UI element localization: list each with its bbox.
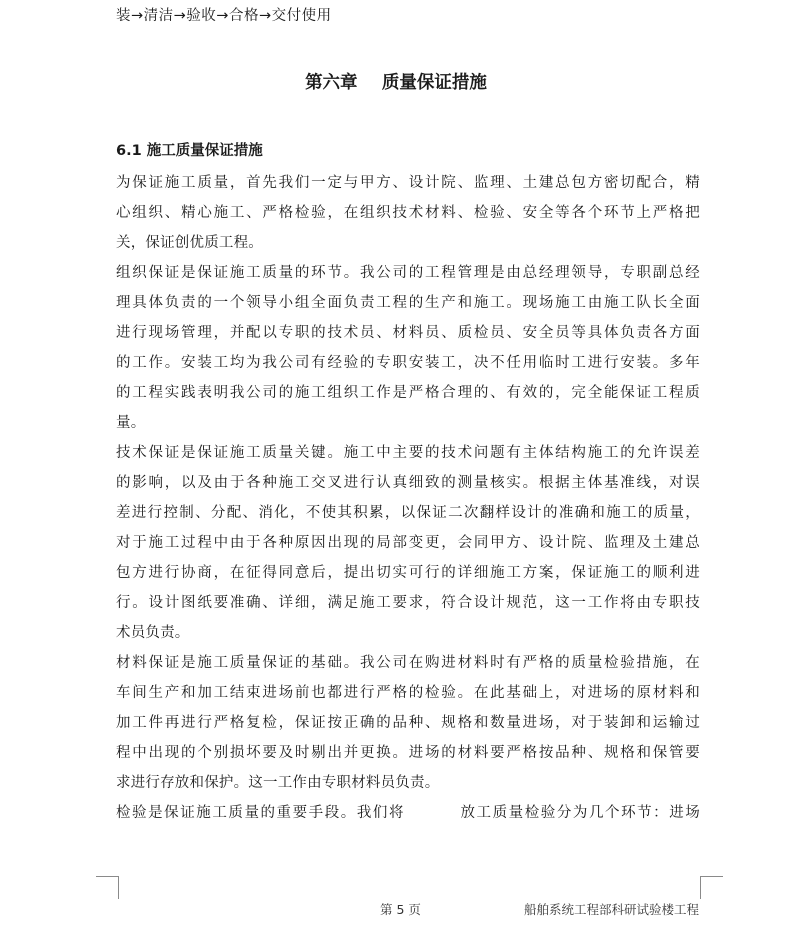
- text-line: 理具体负责的一个领导小组全面负责工程的生产和施工。现场施工由施工队长全面: [116, 295, 700, 311]
- text-line: 车间生产和加工结束进场前也都进行严格的检验。在此基础上，对进场的原材料和: [116, 685, 700, 701]
- text-line: 量。: [116, 415, 146, 431]
- text-line: 关，保证创优质工程。: [116, 235, 263, 251]
- text-line: 的工程实践表明我公司的施工组织工作是严格合理的、有效的，完全能保证工程质: [116, 385, 700, 401]
- header-continuation-text: 装→清洁→验收→合格→交付使用: [116, 8, 332, 24]
- paragraph-inspection: [116, 798, 700, 828]
- text-line: 技术保证是保证施工质量关键。施工中主要的技术问题有主体结构施工的允许误差: [116, 445, 700, 461]
- text-line: 对于施工过程中由于各种原因出现的局部变更，会同甲方、设计院、监理及土建总: [116, 535, 700, 551]
- paragraph-material-guarantee: [116, 648, 700, 798]
- text-line: 心组织、精心施工、严格检验，在组织技术材料、检验、安全等各个环节上严格把: [116, 205, 700, 221]
- paragraph-organization-guarantee: [116, 258, 700, 438]
- text-line: 的影响，以及由于各种施工交叉进行认真细致的测量核实。根据主体基准线，对误: [116, 475, 700, 491]
- text-line: 行。设计图纸要准确、详细，满足施工要求，符合设计规范，这一工作将由专职技: [116, 595, 700, 611]
- text-line: 为保证施工质量，首先我们一定与甲方、设计院、监理、土建总包方密切配合，精: [116, 175, 700, 191]
- chapter-title: 第六章 质量保证措施: [305, 73, 487, 93]
- text-line: 材料保证是施工质量保证的基础。我公司在购进材料时有严格的质量检验措施，在: [116, 655, 700, 671]
- text-line: 的工作。安装工均为我公司有经验的专职安装工，决不任用临时工进行安装。多年: [116, 355, 700, 371]
- text-line: 加工件再进行严格复检，保证按正确的品种、规格和数量进场，对于装卸和运输过: [116, 715, 700, 731]
- paragraph-organization-intro: [116, 168, 700, 258]
- page-margin-mark-left: [96, 876, 119, 899]
- body-text: [116, 168, 700, 828]
- text-line: 术员负责。: [116, 625, 190, 641]
- footer-page-number: 第 5 页: [380, 902, 421, 917]
- text-line: 差进行控制、分配、消化，不使其积累，以保证二次翻样设计的准确和施工的质量，: [116, 505, 700, 521]
- text-line: 包方进行协商，在征得同意后，提出切实可行的详细施工方案，保证施工的顺利进: [116, 565, 700, 581]
- text-line: 检验是保证施工质量的重要手段。我们将 放工质量检验分为几个环节：进场: [116, 805, 700, 821]
- footer-project-name: 船舶系统工程部科研试验楼工程: [524, 902, 700, 917]
- text-line: 求进行存放和保护。这一工作由专职材料员负责。: [116, 775, 440, 791]
- section-title: 6.1 施工质量保证措施: [116, 143, 263, 159]
- text-line: 程中出现的个别损坏要及时剔出并更换。进场的材料要严格按品种、规格和保管要: [116, 745, 700, 761]
- text-line: 组织保证是保证施工质量的环节。我公司的工程管理是由总经理领导，专职副总经: [116, 265, 700, 281]
- text-line: 进行现场管理，并配以专职的技术员、材料员、质检员、安全员等具体负责各方面: [116, 325, 700, 341]
- page-margin-mark-right: [700, 876, 723, 899]
- paragraph-technical-guarantee: [116, 438, 700, 648]
